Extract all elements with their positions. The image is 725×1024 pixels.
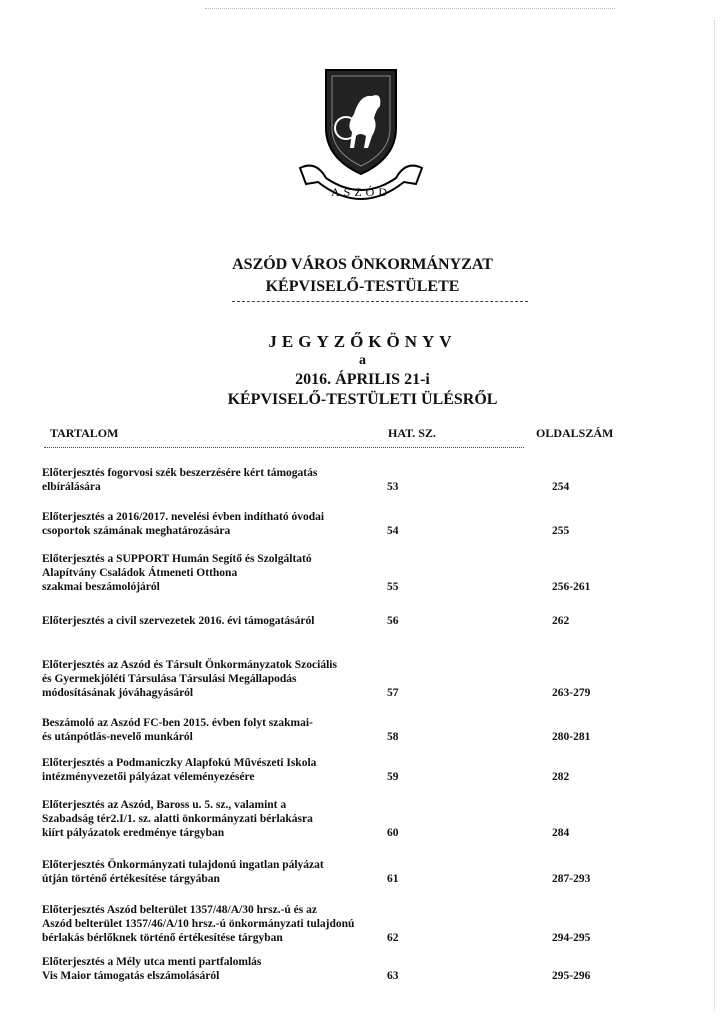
title-article: a: [359, 353, 366, 368]
meeting-date: 2016. ÁPRILIS 21-i: [295, 371, 430, 388]
row-resolution-number: 55: [387, 581, 399, 593]
row-resolution-number: 53: [387, 481, 399, 493]
coat-of-arms-seal: [296, 66, 426, 216]
table-row: [42, 903, 682, 945]
row-title: [42, 552, 382, 594]
row-title-line: kiírt pályázatok eredménye tárgyban: [42, 827, 225, 839]
row-page-number: 282: [552, 771, 570, 783]
table-row: [42, 798, 682, 840]
row-title: [42, 716, 382, 744]
row-resolution-number: 54: [387, 525, 399, 537]
row-title: [42, 798, 382, 840]
row-page-number: 263-279: [552, 687, 591, 699]
row-resolution-number: 63: [387, 970, 399, 982]
row-resolution-number: 59: [387, 771, 399, 783]
row-page-number: 255: [552, 525, 570, 537]
row-resolution-number: 60: [387, 827, 399, 839]
row-title: [42, 903, 382, 945]
row-page-number: 262: [552, 615, 570, 627]
table-row: [42, 614, 682, 628]
header-divider: [232, 301, 528, 302]
row-title-line: Alapítvány Családok Átmeneti Otthona: [42, 567, 238, 579]
row-page-number: 294-295: [552, 932, 591, 944]
header-line-2: KÉPVISELŐ-TESTÜLETE: [265, 278, 460, 295]
row-title-line: csoportok számának meghatározására: [42, 525, 231, 537]
table-row: [42, 756, 682, 784]
row-title-line: szakmai beszámolójáról: [42, 581, 160, 593]
row-title: [42, 658, 382, 700]
row-page-number: 254: [552, 481, 570, 493]
row-title: [42, 466, 382, 494]
table-row: [42, 716, 682, 744]
row-title-line: bérlakás bérlőknek történő értékesítése tárgyban: [42, 932, 283, 944]
row-title-line: Előterjesztés az Aszód, Baross u. 5. sz., valamint a: [42, 799, 287, 811]
scan-artifact-right: [714, 20, 715, 1010]
row-title-line: elbírálására: [42, 481, 101, 493]
table-row: [42, 466, 682, 494]
table-row: [42, 510, 682, 538]
row-title-line: útján történő értékesítése tárgyában: [42, 873, 220, 885]
column-header-number: HAT. SZ.: [388, 426, 436, 440]
table-row: [42, 552, 682, 594]
row-title-line: Előterjesztés a Podmaniczky Alapfokú Művészeti Iskola: [42, 757, 317, 769]
row-resolution-number: 58: [387, 731, 399, 743]
row-title-line: Beszámoló az Aszód FC-ben 2015. évben folyt szakmai-: [42, 717, 313, 729]
row-page-number: 284: [552, 827, 570, 839]
row-resolution-number: 62: [387, 932, 399, 944]
row-title-line: Aszód belterület 1357/46/A/10 hrsz.-ú önkormányzati tulajdonú: [42, 918, 355, 930]
header-line-1: ASZÓD VÁROS ÖNKORMÁNYZAT: [232, 256, 493, 273]
column-header-page: OLDALSZÁM: [536, 426, 614, 440]
table-header-divider: [44, 447, 524, 448]
row-title-line: és Gyermekjóléti Társulása Társulási Megállapodás: [42, 673, 297, 685]
row-title-line: intézményvezetői pályázat véleményezésére: [42, 771, 255, 783]
row-page-number: 287-293: [552, 873, 591, 885]
row-page-number: 295-296: [552, 970, 591, 982]
table-row: [42, 858, 682, 886]
table-row: [42, 955, 682, 983]
svg-text:ASZÓD: ASZÓD: [330, 185, 392, 199]
row-title: [42, 756, 382, 784]
row-resolution-number: 57: [387, 687, 399, 699]
row-title-line: Vis Maior támogatás elszámolásáról: [42, 970, 220, 982]
row-title: [42, 510, 382, 538]
row-title-line: módosításának jóváhagyásáról: [42, 687, 194, 699]
row-title-line: Előterjesztés a 2016/2017. nevelési évben indítható óvodai: [42, 511, 325, 523]
column-header-content: TARTALOM: [50, 426, 119, 440]
row-title-line: Előterjesztés a Mély utca menti partfalomlás: [42, 956, 262, 968]
row-title-line: Előterjesztés az Aszód és Társult Önkormányzatok Szociális: [42, 659, 337, 671]
row-title-line: Szabadság tér2.I/1. sz. alatti önkormányzati bérlakásra: [42, 813, 313, 825]
row-page-number: 280-281: [552, 731, 591, 743]
meeting-title: KÉPVISELŐ-TESTÜLETI ÜLÉSRŐL: [227, 391, 498, 408]
row-page-number: 256-261: [552, 581, 591, 593]
scan-artifact-top: [205, 8, 615, 9]
row-title-line: Előterjesztés a civil szervezetek 2016. évi támogatásáról: [42, 615, 315, 627]
row-title-line: és utánpótlás-nevelő munkáról: [42, 731, 193, 743]
table-row: [42, 658, 682, 700]
row-title-line: Előterjesztés Aszód belterület 1357/48/A/30 hrsz.-ú és az: [42, 904, 317, 916]
document-title: JEGYZŐKÖNYV: [268, 332, 457, 351]
row-title-line: Előterjesztés a SUPPORT Humán Segítő és Szolgáltató: [42, 553, 312, 565]
row-resolution-number: 56: [387, 615, 399, 627]
row-resolution-number: 61: [387, 873, 399, 885]
row-title: [42, 614, 382, 628]
row-title-line: Előterjesztés Önkormányzati tulajdonú ingatlan pályázat: [42, 859, 324, 871]
row-title: [42, 858, 382, 886]
row-title: [42, 955, 382, 983]
row-title-line: Előterjesztés fogorvosi szék beszerzésére kért támogatás: [42, 467, 318, 479]
